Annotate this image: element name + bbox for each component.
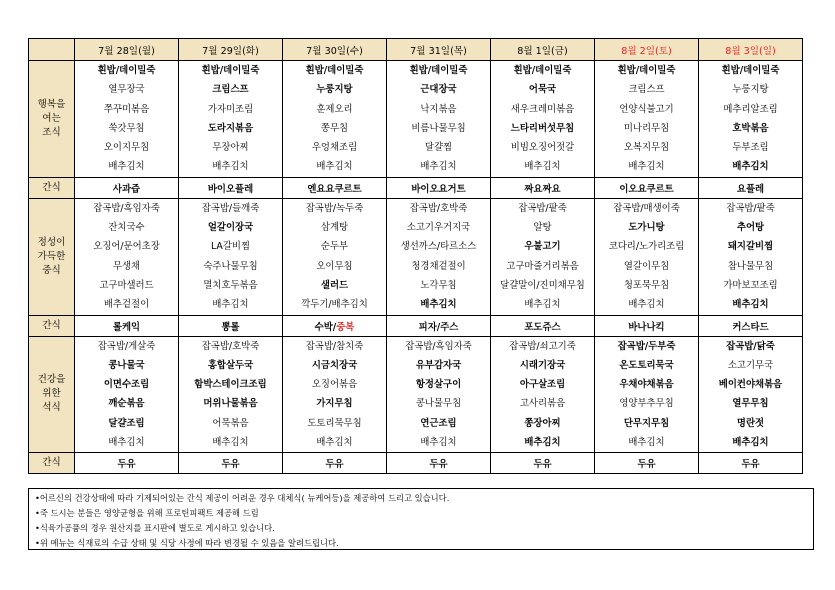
menu-item: 소고기무국	[727, 359, 774, 371]
menu-item: 잡곡밥/쇠고기죽	[509, 340, 576, 352]
snack-cell	[179, 177, 283, 198]
menu-item-text: 바이오요거트	[411, 183, 466, 195]
meal-row	[29, 336, 803, 453]
menu-item: 잔치국수	[108, 222, 145, 234]
menu-item: 잡곡밥/닭죽	[726, 340, 775, 352]
menu-item: 누룽지탕	[732, 84, 769, 96]
menu-item: 영양부추무침	[619, 398, 674, 410]
menu-item: 고구마줄거리볶음	[506, 260, 579, 272]
day-header: 8월 2일(토)	[595, 39, 699, 61]
meal-cell	[699, 198, 803, 315]
menu-item: 시금치장국	[311, 359, 358, 371]
menu-item: 돼지갈비찜	[727, 241, 774, 253]
menu-item: 낙지볶음	[420, 103, 457, 115]
meal-label: 간식	[29, 315, 75, 336]
meal-cell	[595, 198, 699, 315]
menu-item: 잡곡밥/들깨죽	[201, 202, 260, 214]
snack-row	[29, 177, 803, 198]
menu-item: 메추리알조림	[723, 103, 778, 115]
menu-item: 순두부	[320, 241, 349, 253]
menu-item: 단무지무침	[623, 417, 670, 429]
snack-cell	[699, 315, 803, 336]
meal-row	[29, 198, 803, 315]
menu-item: 쑥갓무침	[108, 122, 145, 134]
meal-cell	[387, 336, 491, 453]
menu-item: 훈제오리	[316, 103, 353, 115]
menu-item: 배추김치	[420, 437, 457, 449]
menu-item: 잡곡밥/참치죽	[305, 340, 364, 352]
snack-cell	[699, 177, 803, 198]
menu-item: 흰밥/데이밀죽	[305, 65, 364, 76]
menu-item: 잡곡밥/흑임자죽	[93, 202, 160, 214]
meal-cell	[491, 61, 595, 178]
meal-cell	[283, 61, 387, 178]
menu-item-text: 두유	[429, 459, 448, 471]
menu-item: 배추겉절이	[103, 299, 150, 311]
menu-item: 잡곡밥/매생이죽	[613, 202, 680, 214]
menu-item: 도토리묵무침	[307, 417, 362, 429]
snack-row	[29, 453, 803, 474]
menu-item-text: 두유	[637, 459, 656, 471]
menu-item: 크림스프	[212, 84, 249, 96]
menu-item: 오징어볶음	[311, 379, 358, 391]
menu-item: 온도토리묵국	[619, 359, 674, 371]
menu-item: 언양식불고기	[619, 103, 674, 115]
note-line: •식육가공품의 경우 원산지를 표시판에 별도로 게시하고 있습니다.	[35, 523, 275, 533]
snack-cell	[283, 177, 387, 198]
menu-item: 잡곡밥/호박죽	[201, 340, 260, 352]
menu-item: 아구살조림	[519, 379, 566, 391]
meal-label: 정성이 가득한 중식	[29, 198, 75, 315]
meal-cell	[283, 336, 387, 453]
snack-cell	[491, 177, 595, 198]
snack-cell	[595, 315, 699, 336]
menu-item: 무생채	[112, 260, 141, 272]
menu-item: 호박볶음	[732, 122, 769, 134]
meal-cell	[491, 336, 595, 453]
menu-item: 쫑장아찌	[524, 417, 561, 429]
snack-cell	[179, 453, 283, 474]
menu-item: 배추김치	[212, 161, 249, 173]
snack-cell	[75, 315, 179, 336]
menu-item-text: 요플레	[736, 183, 765, 195]
day-header-row	[29, 39, 803, 61]
menu-item: 샐러드	[320, 279, 349, 291]
menu-item: 함박스테이크조림	[194, 379, 267, 391]
meal-label: 건강을 위한 석식	[29, 336, 75, 453]
meal-cell	[179, 336, 283, 453]
menu-item: 배추김치	[524, 299, 561, 311]
menu-item: 달걀찜	[424, 142, 453, 154]
day-header: 8월 1일(금)	[491, 39, 595, 61]
menu-item: 우불고기	[524, 241, 561, 253]
menu-item: 흰밥/데이밀죽	[617, 65, 676, 76]
menu-item: 배추김치	[732, 161, 769, 173]
snack-row	[29, 315, 803, 336]
menu-item-text: 바이오플레	[207, 183, 254, 195]
note-line: •어르신의 건강상태에 따라 기제되어있는 간식 제공이 어려운 경우 대체식( 뉴케어등)을 제공하여 드리고 있습니다.	[35, 493, 450, 503]
menu-item: 잡곡밥/팥죽	[518, 202, 567, 214]
menu-item: 배추김치	[108, 161, 145, 173]
menu-item-text: 두유	[221, 459, 240, 471]
menu-item: 흰밥/데이밀죽	[201, 65, 260, 76]
menu-item: 알탕	[533, 222, 552, 234]
menu-item-text: 두유	[741, 459, 760, 471]
menu-item: 깍두기/배추김치	[301, 299, 368, 311]
note-line: •죽 드시는 분들은 영양균형을 위해 프로틴피팩트 제공해 드림	[35, 508, 259, 518]
menu-item: 달걀조림	[108, 417, 145, 429]
menu-item: 배추김치	[316, 161, 353, 173]
menu-item-text: 사과즙	[112, 183, 141, 195]
menu-item: 어묵볶음	[212, 417, 249, 429]
menu-item: 베이컨야채볶음	[718, 379, 783, 391]
menu-item: 배추김치	[212, 299, 249, 311]
menu-item: 크림스프	[628, 84, 665, 96]
menu-item: 어묵국	[528, 84, 557, 96]
menu-item-text: 두유	[117, 459, 136, 471]
snack-cell	[387, 177, 491, 198]
menu-item: 배추김치	[420, 161, 457, 173]
menu-item: 가자미조림	[207, 103, 254, 115]
menu-item: 시래기장국	[519, 359, 566, 371]
menu-item-text: 두유	[325, 459, 344, 471]
meal-cell	[75, 198, 179, 315]
menu-item: 미나리무침	[623, 122, 670, 134]
menu-item: 노각무침	[420, 279, 457, 291]
meal-cell	[595, 61, 699, 178]
menu-item-text: 롤케익	[112, 321, 141, 333]
menu-item: 두부조림	[732, 142, 769, 154]
menu-item: 청포묵무침	[623, 279, 670, 291]
meal-cell	[387, 61, 491, 178]
meal-cell	[179, 61, 283, 178]
menu-item-text: 피자/주스	[418, 321, 459, 333]
snack-cell	[387, 453, 491, 474]
menu-item: 근대장국	[420, 84, 457, 96]
menu-item: 배추김치	[212, 437, 249, 449]
menu-item: 삼계탕	[320, 222, 349, 234]
menu-item: 느타리버섯무침	[510, 122, 575, 134]
menu-item: 도라지볶음	[207, 122, 254, 134]
snack-cell	[595, 177, 699, 198]
menu-item-text: 두유	[533, 459, 552, 471]
meal-label: 간식	[29, 177, 75, 198]
day-header: 7월 30일(수)	[283, 39, 387, 61]
meal-cell	[179, 198, 283, 315]
snack-cell	[491, 315, 595, 336]
menu-item: 얼갈이장국	[207, 222, 254, 234]
menu-item: 가지무침	[316, 398, 353, 410]
menu-item: 잡곡밥/호박죽	[409, 202, 468, 214]
meal-row	[29, 61, 803, 178]
day-header: 7월 31일(목)	[387, 39, 491, 61]
corner-cell	[29, 39, 75, 61]
menu-item: 비름나물무침	[411, 122, 466, 134]
menu-item: 숙주나물무침	[203, 260, 258, 272]
meal-cell	[491, 198, 595, 315]
menu-item-text: 엔요요쿠르트	[307, 183, 362, 195]
menu-item: 배추김치	[628, 437, 665, 449]
menu-item: 오징어/문어초장	[93, 241, 160, 253]
menu-item: 흰밥/데이밀죽	[513, 65, 572, 76]
menu-item: 도가니탕	[628, 222, 665, 234]
snack-cell	[179, 315, 283, 336]
menu-item: 고구마샐러드	[99, 279, 154, 291]
notes-box	[28, 488, 814, 550]
menu-item: 쭈꾸미볶음	[103, 103, 150, 115]
snack-cell	[491, 453, 595, 474]
menu-item: 생선까스/타르소스	[400, 241, 477, 253]
day-header: 7월 29일(화)	[179, 39, 283, 61]
meal-cell	[387, 198, 491, 315]
snack-cell	[283, 453, 387, 474]
menu-item-text: 수박/	[314, 321, 337, 333]
menu-item-text: 중복	[336, 321, 355, 333]
meal-label: 행복을 여는 조식	[29, 61, 75, 178]
menu-item: 추어탕	[736, 222, 765, 234]
menu-item: 오이무침	[316, 260, 353, 272]
menu-item: 배추김치	[628, 161, 665, 173]
menu-item: 콩나물국	[108, 359, 145, 371]
menu-item: 코다리/노가리조림	[608, 241, 685, 253]
meal-label: 간식	[29, 453, 75, 474]
menu-item: 이면수조림	[103, 379, 150, 391]
menu-item: 배추김치	[732, 299, 769, 311]
menu-item: 누룽지탕	[316, 84, 353, 96]
menu-item: 배추김치	[420, 299, 457, 311]
menu-item-text: 이오요쿠르트	[619, 183, 674, 195]
meal-cell	[699, 61, 803, 178]
menu-item: 소고기우거지국	[406, 222, 471, 234]
meal-cell	[283, 198, 387, 315]
menu-item: 머위나물볶음	[203, 398, 258, 410]
menu-item: 유부감자국	[415, 359, 462, 371]
menu-item: 잡곡밥/두부죽	[617, 340, 676, 352]
menu-item: 흰밥/데이밀죽	[97, 65, 156, 76]
menu-item: 배추김치	[524, 437, 561, 449]
weekly-menu-table	[28, 38, 803, 474]
menu-item: 연근조림	[420, 417, 457, 429]
menu-item-text: 뽕롤	[221, 321, 240, 333]
snack-cell	[75, 177, 179, 198]
day-header: 7월 28일(월)	[75, 39, 179, 61]
meal-cell	[699, 336, 803, 453]
snack-cell	[595, 453, 699, 474]
day-header: 8월 3일(일)	[699, 39, 803, 61]
menu-item-text: 짜요짜요	[524, 183, 561, 195]
menu-item: 홍합살두국	[207, 359, 254, 371]
snack-cell	[387, 315, 491, 336]
menu-item: 잡곡밥/녹두죽	[305, 202, 364, 214]
menu-item: 달걀말이/진미채무침	[500, 279, 585, 291]
menu-item: 잡곡밥/게살죽	[97, 340, 156, 352]
snack-cell	[75, 453, 179, 474]
snack-cell	[283, 315, 387, 336]
meal-cell	[595, 336, 699, 453]
menu-item: 콩나물무침	[415, 398, 462, 410]
menu-item: 깨순볶음	[108, 398, 145, 410]
menu-item: 흰밥/데이밀죽	[409, 65, 468, 76]
meal-cell	[75, 61, 179, 178]
menu-item: 가마보꼬조림	[723, 279, 778, 291]
menu-item: 청경채겉절이	[411, 260, 466, 272]
menu-item: LA갈비찜	[210, 241, 251, 253]
menu-item-text: 바나나킥	[628, 321, 665, 333]
menu-item: 오복지무침	[623, 142, 670, 154]
menu-item: 항정살구이	[415, 379, 462, 391]
menu-item: 참나물무침	[727, 260, 774, 272]
menu-item-text: 포도쥬스	[524, 321, 561, 333]
menu-item: 배추김치	[524, 161, 561, 173]
snack-cell	[699, 453, 803, 474]
menu-item: 새우크레미볶음	[510, 103, 575, 115]
menu-item: 비빔오징어젓갈	[510, 142, 575, 154]
menu-item: 열무장국	[108, 84, 145, 96]
menu-item: 무장아찌	[212, 142, 249, 154]
menu-item: 우채야채볶음	[619, 379, 674, 391]
menu-item: 배추김치	[628, 299, 665, 311]
note-line: •위 메뉴는 식재료의 수급 상태 및 식당 사정에 따라 변경될 수 있음을 알려드립니다.	[35, 538, 339, 548]
menu-item: 열무무침	[732, 398, 769, 410]
menu-item: 배추김치	[732, 437, 769, 449]
menu-item: 쫑무침	[320, 122, 349, 134]
menu-item: 흰밥/데이밀죽	[721, 65, 780, 76]
menu-item: 잡곡밥/흑임자죽	[405, 340, 472, 352]
menu-item: 배추김치	[316, 437, 353, 449]
menu-item: 열갈이무침	[623, 260, 670, 272]
menu-item: 고사리볶음	[519, 398, 566, 410]
meal-cell	[75, 336, 179, 453]
menu-item-text: 커스타드	[732, 321, 769, 333]
menu-item: 잡곡밥/팥죽	[726, 202, 775, 214]
menu-item: 배추김치	[108, 437, 145, 449]
menu-item: 멸치호두볶음	[203, 279, 258, 291]
menu-item: 명란젓	[736, 417, 765, 429]
menu-item: 오이지무침	[103, 142, 150, 154]
menu-item: 우엉채조림	[311, 142, 358, 154]
